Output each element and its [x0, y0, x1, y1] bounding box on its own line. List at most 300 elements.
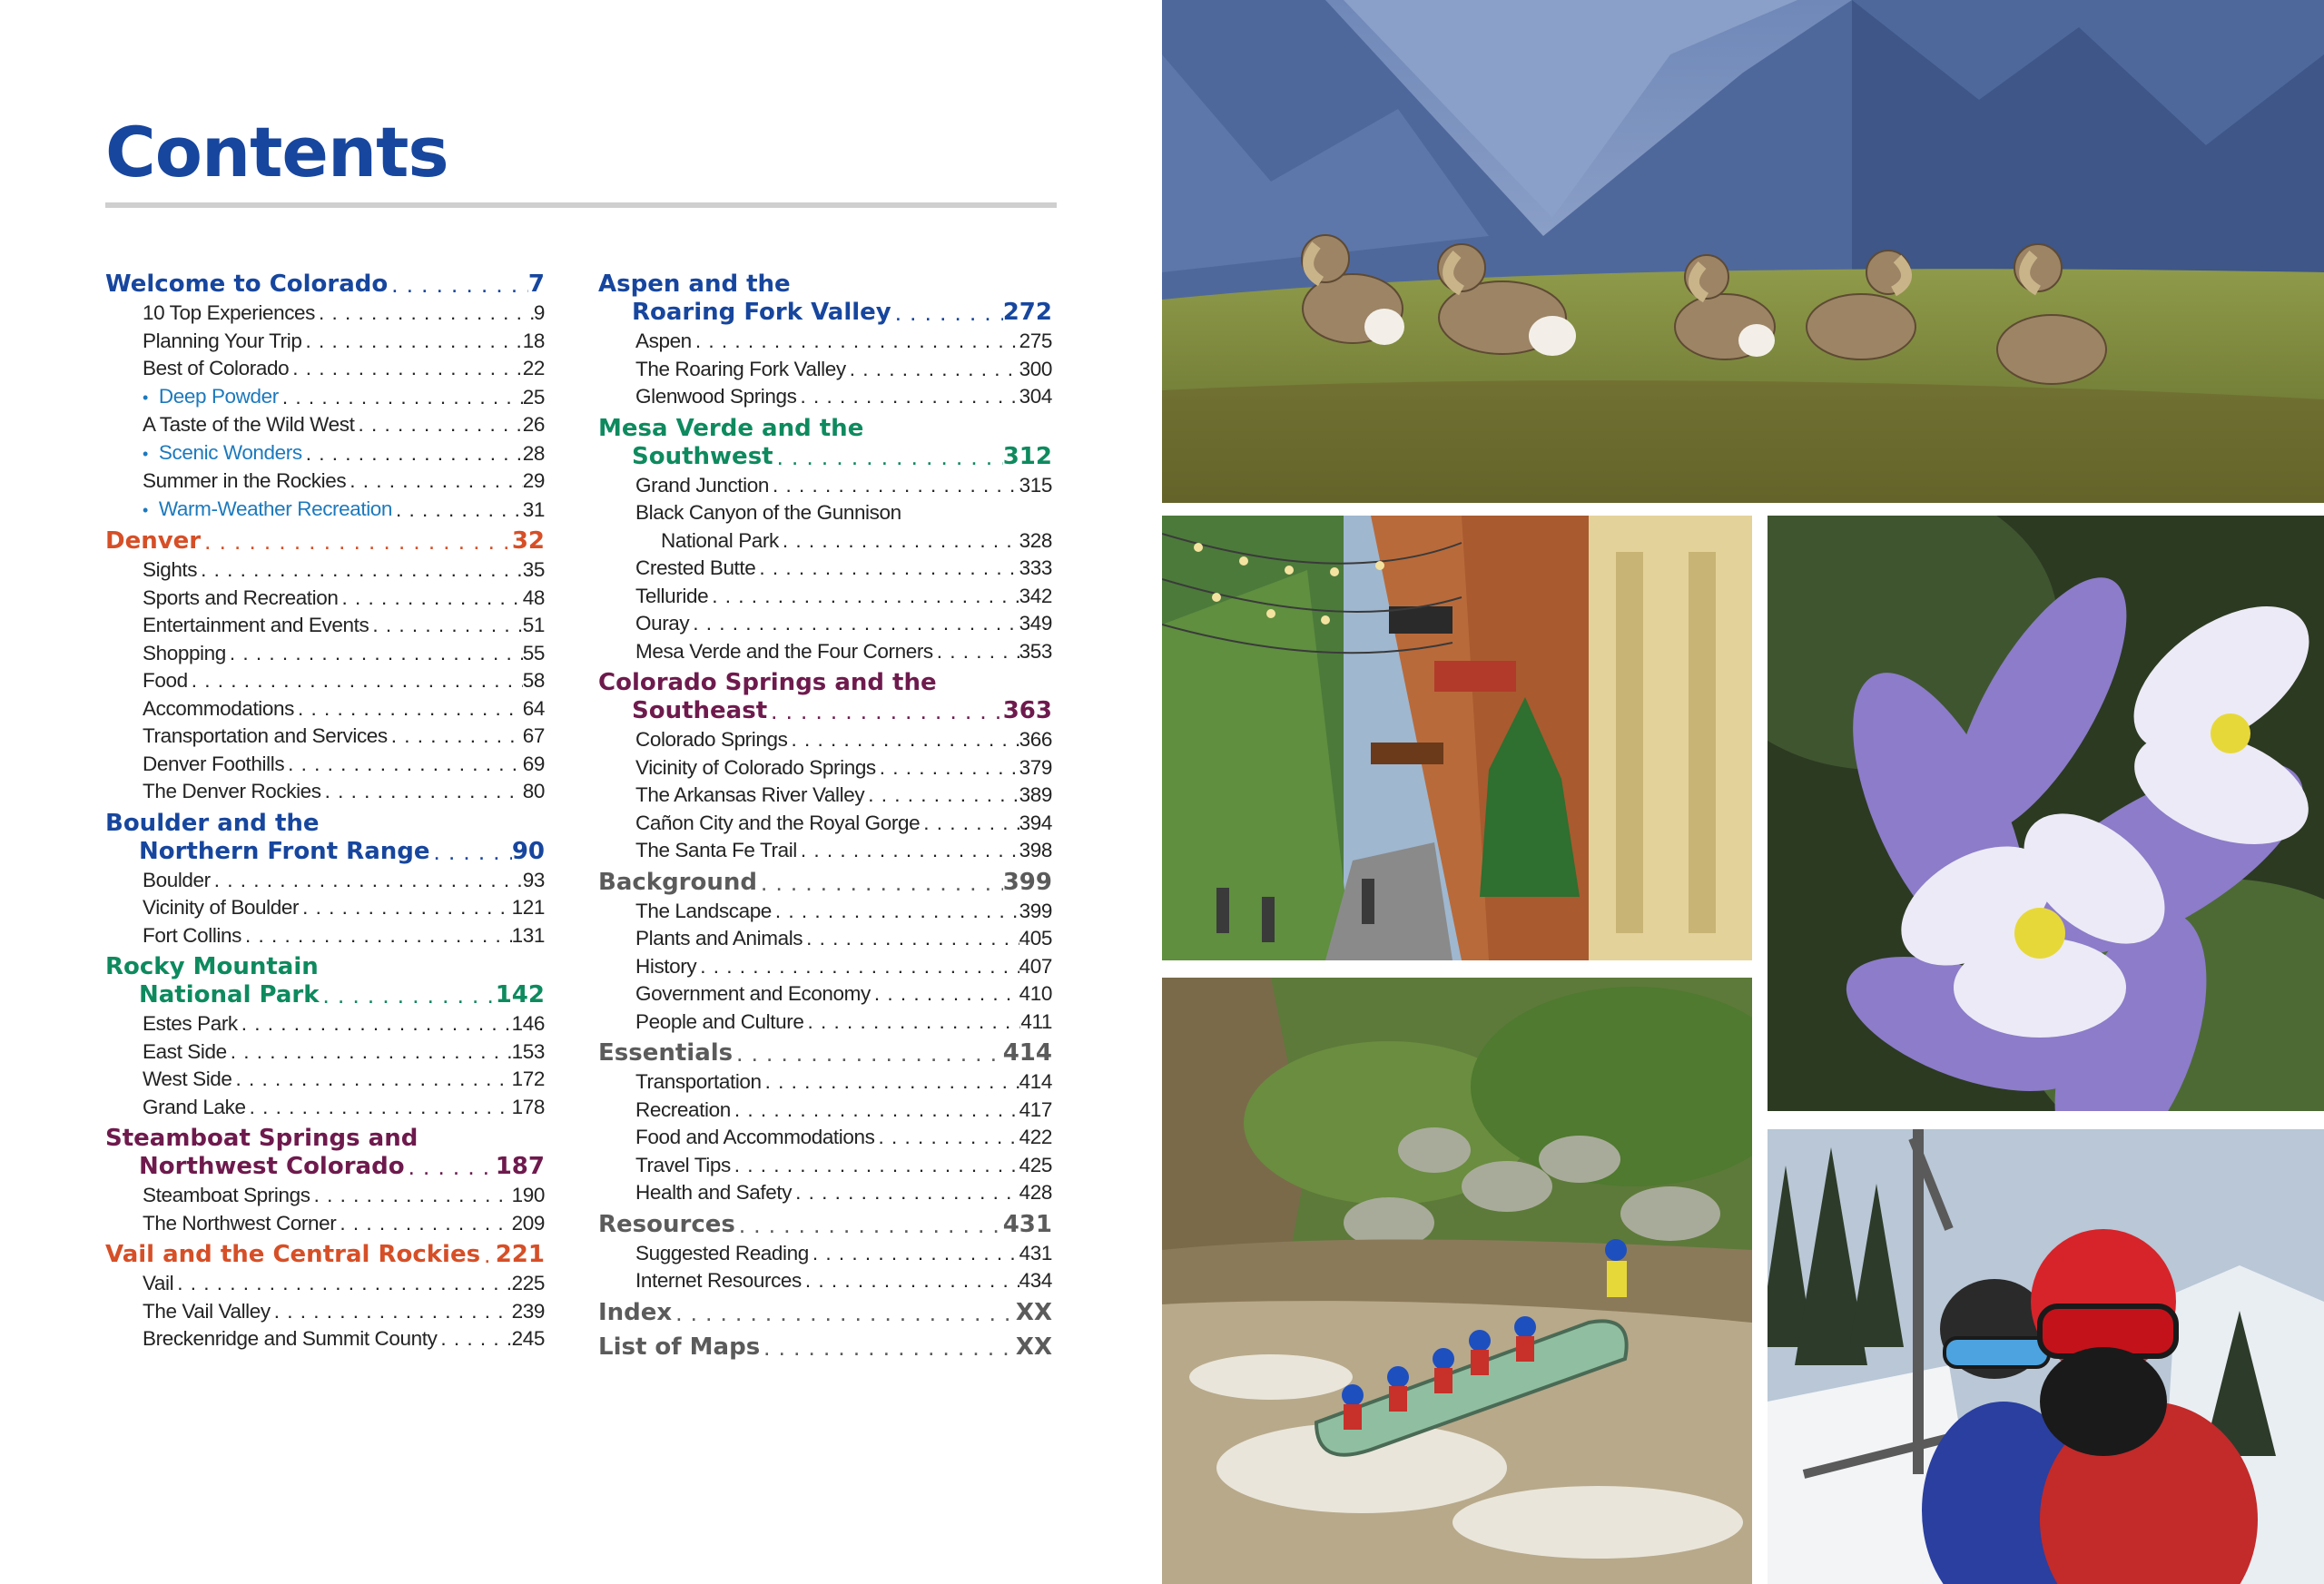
toc-item[interactable] [598, 1124, 1052, 1152]
toc-item-page-number: 58 [522, 669, 545, 692]
toc-item[interactable] [105, 300, 545, 328]
section-title: Index [598, 1298, 673, 1326]
bighorn-sheep-photo [1162, 0, 2324, 503]
toc-column-right [598, 271, 1052, 1368]
toc-item-label: Planning Your Trip [143, 329, 302, 352]
section-heading[interactable] [105, 838, 545, 866]
section-heading[interactable] [105, 953, 545, 981]
toc-item[interactable] [598, 898, 1052, 926]
toc-item-list [105, 1270, 545, 1353]
dot-leader [226, 640, 523, 668]
toc-item-page-number: 172 [511, 1067, 545, 1090]
section-title: Steamboat Springs and [105, 1125, 419, 1152]
toc-item[interactable] [598, 1097, 1052, 1125]
dot-leader [876, 754, 1019, 782]
photo-collage [1162, 0, 2324, 1584]
toc-item-page-number: 366 [1019, 728, 1052, 751]
toc-item-label: The Northwest Corner [143, 1211, 337, 1235]
toc-section-northern-front-range [105, 810, 545, 950]
toc-item-page-number: 434 [1019, 1269, 1052, 1292]
toc-item-label: Vail [143, 1272, 174, 1294]
toc-item-page-number: 407 [1019, 954, 1052, 978]
section-heading[interactable] [598, 1333, 1052, 1362]
toc-item-label: Sports and Recreation [143, 585, 339, 609]
toc-item-page-number: 399 [1019, 899, 1052, 922]
dot-leader [762, 1068, 1019, 1097]
section-page-number: 312 [1002, 442, 1052, 470]
toc-item[interactable] [598, 837, 1052, 865]
toc-item[interactable] [598, 1240, 1052, 1268]
section-heading[interactable] [105, 271, 545, 299]
dot-leader [802, 1267, 1019, 1295]
toc-item[interactable] [105, 1270, 545, 1298]
toc-section-vail-and-the-central-rockies [105, 1241, 545, 1353]
toc-item[interactable] [105, 778, 545, 806]
toc-item-list [598, 1068, 1052, 1207]
toc-item-label: Cañon City and the Royal Gorge [635, 811, 921, 834]
toc-item-label: Accommodations [143, 696, 294, 720]
toc-item[interactable] [105, 1066, 545, 1094]
toc-item-page-number: 121 [511, 896, 545, 919]
toc-item-label: Colorado Springs [635, 728, 788, 751]
section-page-number: 414 [1002, 1039, 1052, 1067]
dot-leader [696, 953, 1019, 981]
toc-item-page-number: 93 [522, 868, 545, 891]
section-title: Colorado Springs and the [598, 669, 937, 696]
toc-item-list [105, 556, 545, 806]
toc-item-label: • Scenic Wonders [143, 439, 302, 468]
section-page-number: 90 [511, 837, 545, 865]
toc-item-page-number: 428 [1019, 1181, 1052, 1204]
section-spacer [598, 1362, 1052, 1368]
toc-item[interactable] [105, 894, 545, 922]
dot-leader [773, 443, 1003, 471]
toc-item[interactable] [105, 467, 545, 496]
section-title: Essentials [598, 1039, 734, 1067]
section-page-number: 272 [1002, 299, 1052, 326]
section-heading[interactable] [598, 271, 1052, 299]
dot-leader [797, 837, 1019, 865]
dot-leader [803, 925, 1019, 953]
toc-item[interactable] [598, 1267, 1052, 1295]
toc-item-label: Mesa Verde and the Four Corners [635, 639, 933, 663]
toc-item-page-number: 328 [1019, 528, 1052, 552]
section-title: Boulder and the [105, 809, 320, 837]
toc-item-label: Aspen [635, 330, 692, 352]
toc-item[interactable] [105, 585, 545, 613]
toc-item[interactable] [105, 1010, 545, 1038]
toc-item-list [105, 867, 545, 950]
toc-item-page-number: 190 [511, 1184, 545, 1206]
dot-leader [232, 1066, 512, 1094]
toc-item-label: The Roaring Fork Valley [635, 357, 846, 380]
toc-item[interactable] [105, 383, 545, 412]
toc-item[interactable] [105, 695, 545, 723]
toc-item-page-number: 410 [1019, 982, 1052, 1005]
toc-item-page-number: 25 [522, 385, 545, 408]
toc-item-list [105, 1182, 545, 1237]
dot-leader [241, 922, 512, 950]
toc-item[interactable] [598, 527, 1052, 556]
toc-item-label: People and Culture [635, 1009, 804, 1033]
toc-section-southeast [598, 669, 1052, 865]
toc-item[interactable] [598, 328, 1052, 356]
toc-item-page-number: 18 [522, 329, 545, 352]
dot-leader [315, 300, 534, 328]
toc-item[interactable] [105, 1325, 545, 1353]
toc-section-essentials [598, 1039, 1052, 1207]
section-page-number: 7 [527, 271, 545, 298]
toc-item-page-number: 417 [1019, 1097, 1052, 1121]
toc-item[interactable] [105, 1038, 545, 1067]
toc-item[interactable] [598, 472, 1052, 500]
dot-leader [271, 1298, 512, 1326]
title-rule [105, 202, 1057, 208]
toc-item-page-number: 209 [511, 1211, 545, 1235]
dot-leader [354, 411, 522, 439]
toc-item-page-number: 398 [1019, 839, 1052, 861]
dot-leader [891, 299, 1003, 327]
dot-leader [672, 1299, 1016, 1327]
toc-item-page-number: 425 [1019, 1153, 1052, 1176]
toc-item-page-number: 239 [511, 1299, 545, 1323]
toc-item-page-number: 379 [1019, 755, 1052, 779]
section-heading[interactable] [105, 810, 545, 838]
section-page-number: 363 [1002, 697, 1052, 724]
toc-item[interactable] [598, 555, 1052, 583]
toc-item-label: Vicinity of Boulder [143, 896, 300, 919]
toc-item[interactable] [598, 583, 1052, 611]
dot-leader [301, 328, 522, 356]
dot-leader [284, 751, 523, 779]
dot-leader [731, 1097, 1019, 1125]
toc-item-page-number: 48 [522, 585, 545, 609]
ski-lift-photo [1768, 1129, 2324, 1584]
section-title: Northern Front Range [139, 837, 430, 865]
dot-leader [388, 723, 523, 751]
dot-leader [735, 1211, 1003, 1239]
toc-item-page-number: 9 [533, 301, 545, 324]
toc-item-label: • Deep Powder [143, 383, 279, 412]
dot-leader [787, 726, 1019, 754]
dot-leader [299, 894, 512, 922]
section-title: Welcome to Colorado [105, 271, 389, 298]
toc-item-list [598, 1240, 1052, 1295]
dot-leader [689, 610, 1019, 638]
toc-item[interactable] [598, 499, 1052, 527]
toc-item-list [105, 1010, 545, 1121]
section-heading[interactable] [598, 443, 1052, 471]
dot-leader [792, 1179, 1019, 1207]
toc-item-page-number: 28 [522, 441, 545, 465]
toc-item-label: Ouray [635, 612, 690, 635]
toc-item-label: Fort Collins [143, 923, 241, 947]
toc-item-label: 10 Top Experiences [143, 301, 316, 324]
toc-item-page-number: 51 [522, 614, 545, 636]
toc-item-label: Food [143, 669, 188, 692]
toc-item[interactable] [598, 383, 1052, 411]
toc-item-list [598, 898, 1052, 1037]
dot-leader [864, 782, 1019, 810]
toc-item-label: History [635, 954, 697, 978]
toc-item[interactable] [105, 411, 545, 439]
toc-item-page-number: 275 [1019, 330, 1052, 352]
toc-item-label: The Denver Rockies [143, 780, 321, 802]
toc-section-northwest-colorado [105, 1125, 545, 1237]
toc-item-label: Food and Accommodations [635, 1126, 875, 1148]
toc-item-label: Suggested Reading [635, 1241, 809, 1264]
toc-item-label: Crested Butte [635, 556, 756, 579]
toc-item-label: Transportation [635, 1070, 762, 1093]
page-title: Contents [105, 112, 448, 192]
dot-leader [279, 384, 523, 412]
toc-item-page-number: 64 [522, 696, 545, 720]
toc-item-page-number: 315 [1019, 473, 1052, 497]
toc-item[interactable] [598, 754, 1052, 782]
section-title: Roaring Fork Valley [632, 299, 891, 326]
section-title: Mesa Verde and the [598, 414, 864, 442]
dot-leader [388, 271, 528, 299]
section-heading[interactable] [598, 669, 1052, 697]
toc-item-label: Recreation [635, 1097, 731, 1121]
toc-section-list-of-maps [598, 1333, 1052, 1368]
toc-item-label: West Side [143, 1067, 232, 1090]
toc-item[interactable] [598, 925, 1052, 953]
toc-item-label: Government and Economy [635, 982, 871, 1005]
toc-item-label: Estes Park [143, 1012, 238, 1035]
section-heading[interactable] [598, 869, 1052, 897]
dot-leader [238, 1010, 512, 1038]
toc-item-page-number: 304 [1019, 385, 1052, 408]
columbine-flower-photo [1768, 516, 2324, 1111]
toc-section-roaring-fork-valley [598, 271, 1052, 411]
toc-item[interactable] [105, 723, 545, 751]
toc-section-southwest [598, 415, 1052, 666]
dot-leader [188, 667, 523, 695]
toc-item-page-number: 146 [511, 1012, 545, 1035]
toc-item-label: Grand Lake [143, 1095, 246, 1118]
section-heading[interactable] [598, 299, 1052, 327]
toc-item-label: Health and Safety [635, 1181, 793, 1204]
section-title: Rocky Mountain [105, 953, 319, 980]
toc-item-page-number: 353 [1019, 639, 1052, 663]
toc-item-page-number: 80 [522, 780, 545, 802]
toc-item-label: Telluride [635, 584, 709, 607]
section-title: Southwest [632, 442, 773, 470]
dot-leader [321, 778, 523, 806]
toc-item[interactable] [598, 1008, 1052, 1037]
toc-item-page-number: 333 [1019, 556, 1052, 579]
section-heading[interactable] [105, 981, 545, 1009]
toc-item-page-number: 405 [1019, 927, 1052, 949]
toc-item-page-number: 178 [511, 1095, 545, 1118]
toc-item[interactable] [598, 810, 1052, 838]
toc-item[interactable] [105, 1182, 545, 1210]
dot-leader [809, 1240, 1019, 1268]
toc-item-label: • Warm-Weather Recreation [143, 496, 392, 525]
toc-item-label: Boulder [143, 868, 211, 891]
toc-section-welcome-to-colorado [105, 271, 545, 524]
dot-leader [767, 697, 1003, 725]
toc-item-label: The Vail Valley [143, 1299, 271, 1323]
toc-item-label: The Santa Fe Trail [635, 839, 797, 861]
section-page-number: 32 [511, 527, 545, 555]
dot-leader [346, 467, 523, 496]
toc-item-page-number: 31 [522, 497, 545, 521]
dot-leader [405, 1153, 496, 1181]
toc-item[interactable] [105, 496, 545, 525]
toc-column-left [105, 271, 545, 1357]
dot-leader [708, 583, 1019, 611]
section-spacer [598, 1327, 1052, 1333]
toc-item-page-number: 411 [1020, 1009, 1052, 1033]
section-title: Vail and the Central Rockies [105, 1241, 481, 1268]
toc-item[interactable] [105, 355, 545, 383]
section-heading[interactable] [598, 1299, 1052, 1327]
toc-item[interactable] [105, 667, 545, 695]
toc-item-label: Grand Junction [635, 473, 769, 497]
river-rafting-photo [1162, 978, 1752, 1584]
toc-item-label: Shopping [143, 641, 226, 664]
toc-item-label: East Side [143, 1039, 227, 1063]
dot-leader [289, 355, 523, 383]
section-title: Aspen and the [598, 271, 791, 298]
toc-item[interactable] [105, 1298, 545, 1326]
toc-item-label: Glenwood Springs [635, 385, 797, 408]
dot-leader [227, 1038, 512, 1067]
section-heading[interactable] [598, 697, 1052, 725]
toc-item[interactable] [105, 1094, 545, 1122]
dot-leader [294, 695, 523, 723]
dot-leader [338, 585, 522, 613]
dot-leader [692, 328, 1019, 356]
section-heading[interactable] [105, 527, 545, 556]
toc-item-page-number: 153 [511, 1039, 545, 1063]
toc-item[interactable] [105, 556, 545, 585]
toc-item-label: Denver Foothills [143, 752, 285, 775]
toc-item[interactable] [105, 922, 545, 950]
section-title: Background [598, 868, 757, 896]
toc-item-list [598, 328, 1052, 411]
toc-item-page-number: 55 [522, 641, 545, 664]
toc-item[interactable] [105, 612, 545, 640]
toc-item[interactable] [105, 751, 545, 779]
toc-item-label: Vicinity of Colorado Springs [635, 755, 876, 779]
toc-item-page-number: 22 [522, 357, 545, 379]
section-title: Denver [105, 527, 202, 555]
toc-item-label: Entertainment and Events [143, 614, 369, 636]
dot-leader [480, 1241, 496, 1269]
section-heading[interactable] [105, 1125, 545, 1153]
toc-item-page-number: 29 [522, 469, 545, 492]
dot-leader [201, 527, 512, 556]
toc-item[interactable] [598, 1068, 1052, 1097]
toc-item[interactable] [598, 726, 1052, 754]
denver-street-photo [1162, 516, 1752, 960]
toc-item-page-number: 422 [1019, 1126, 1052, 1148]
toc-item[interactable] [105, 439, 545, 468]
toc-item-label: The Landscape [635, 899, 772, 922]
dot-leader [755, 555, 1019, 583]
dot-leader [430, 838, 512, 866]
section-title: List of Maps [598, 1333, 761, 1361]
section-page-number: 221 [495, 1241, 545, 1268]
toc-item-label: Transportation and Services [143, 724, 388, 747]
section-page-number: 399 [1002, 868, 1052, 896]
dot-leader [392, 497, 523, 525]
dot-leader [733, 1039, 1003, 1067]
toc-item-list [598, 472, 1052, 666]
toc-item-page-number: 67 [522, 724, 545, 747]
toc-item[interactable] [598, 1179, 1052, 1207]
toc-item-label: National Park [661, 528, 779, 552]
section-heading[interactable] [598, 1211, 1052, 1239]
toc-item-page-number: 131 [511, 923, 545, 947]
toc-item[interactable] [598, 980, 1052, 1008]
toc-item-page-number: 69 [522, 752, 545, 775]
dot-leader [173, 1270, 511, 1298]
dot-leader [871, 980, 1019, 1008]
toc-item-page-number: 245 [511, 1327, 545, 1350]
section-page-number: XX [1015, 1333, 1052, 1361]
section-page-number: 142 [495, 981, 545, 1008]
dot-leader [369, 612, 522, 640]
toc-item-label: Plants and Animals [635, 927, 803, 949]
toc-item-label: A Taste of the Wild West [143, 413, 355, 436]
toc-section-index [598, 1299, 1052, 1333]
dot-leader [197, 556, 523, 585]
toc-item-label: Breckenridge and Summit County [143, 1327, 438, 1350]
toc-item[interactable] [105, 1210, 545, 1238]
section-heading[interactable] [598, 415, 1052, 443]
toc-item-label: Internet Resources [635, 1269, 802, 1292]
toc-section-denver [105, 527, 545, 806]
toc-item[interactable] [105, 328, 545, 356]
section-title: Southeast [632, 697, 768, 724]
section-heading[interactable] [105, 1153, 545, 1181]
toc-item[interactable] [598, 782, 1052, 810]
dot-leader [302, 440, 523, 468]
dot-leader [933, 638, 1019, 666]
toc-section-resources [598, 1211, 1052, 1295]
toc-item[interactable] [598, 610, 1052, 638]
toc-item[interactable] [598, 638, 1052, 666]
dot-leader [757, 869, 1003, 897]
dot-leader [310, 1182, 512, 1210]
section-title: Resources [598, 1210, 735, 1238]
toc-item-page-number: 349 [1019, 612, 1052, 635]
section-heading[interactable] [598, 1039, 1052, 1067]
section-page-number: 187 [495, 1153, 545, 1180]
toc-item[interactable] [105, 640, 545, 668]
dot-leader [920, 810, 1019, 838]
dot-leader [336, 1210, 511, 1238]
toc-item-label: Summer in the Rockies [143, 469, 347, 492]
toc-item-label: Travel Tips [635, 1153, 731, 1176]
toc-item[interactable] [105, 867, 545, 895]
dot-leader [779, 527, 1019, 556]
dot-leader [437, 1325, 511, 1353]
toc-item[interactable] [598, 356, 1052, 384]
dot-leader [320, 981, 496, 1009]
dot-leader [760, 1333, 1016, 1362]
toc-item-label: Black Canyon of the Gunnison [635, 501, 901, 524]
toc-item-list [105, 300, 545, 524]
toc-item[interactable] [598, 1152, 1052, 1180]
toc-item[interactable] [598, 953, 1052, 981]
toc-item-label: Steamboat Springs [143, 1184, 310, 1206]
section-heading[interactable] [105, 1241, 545, 1269]
